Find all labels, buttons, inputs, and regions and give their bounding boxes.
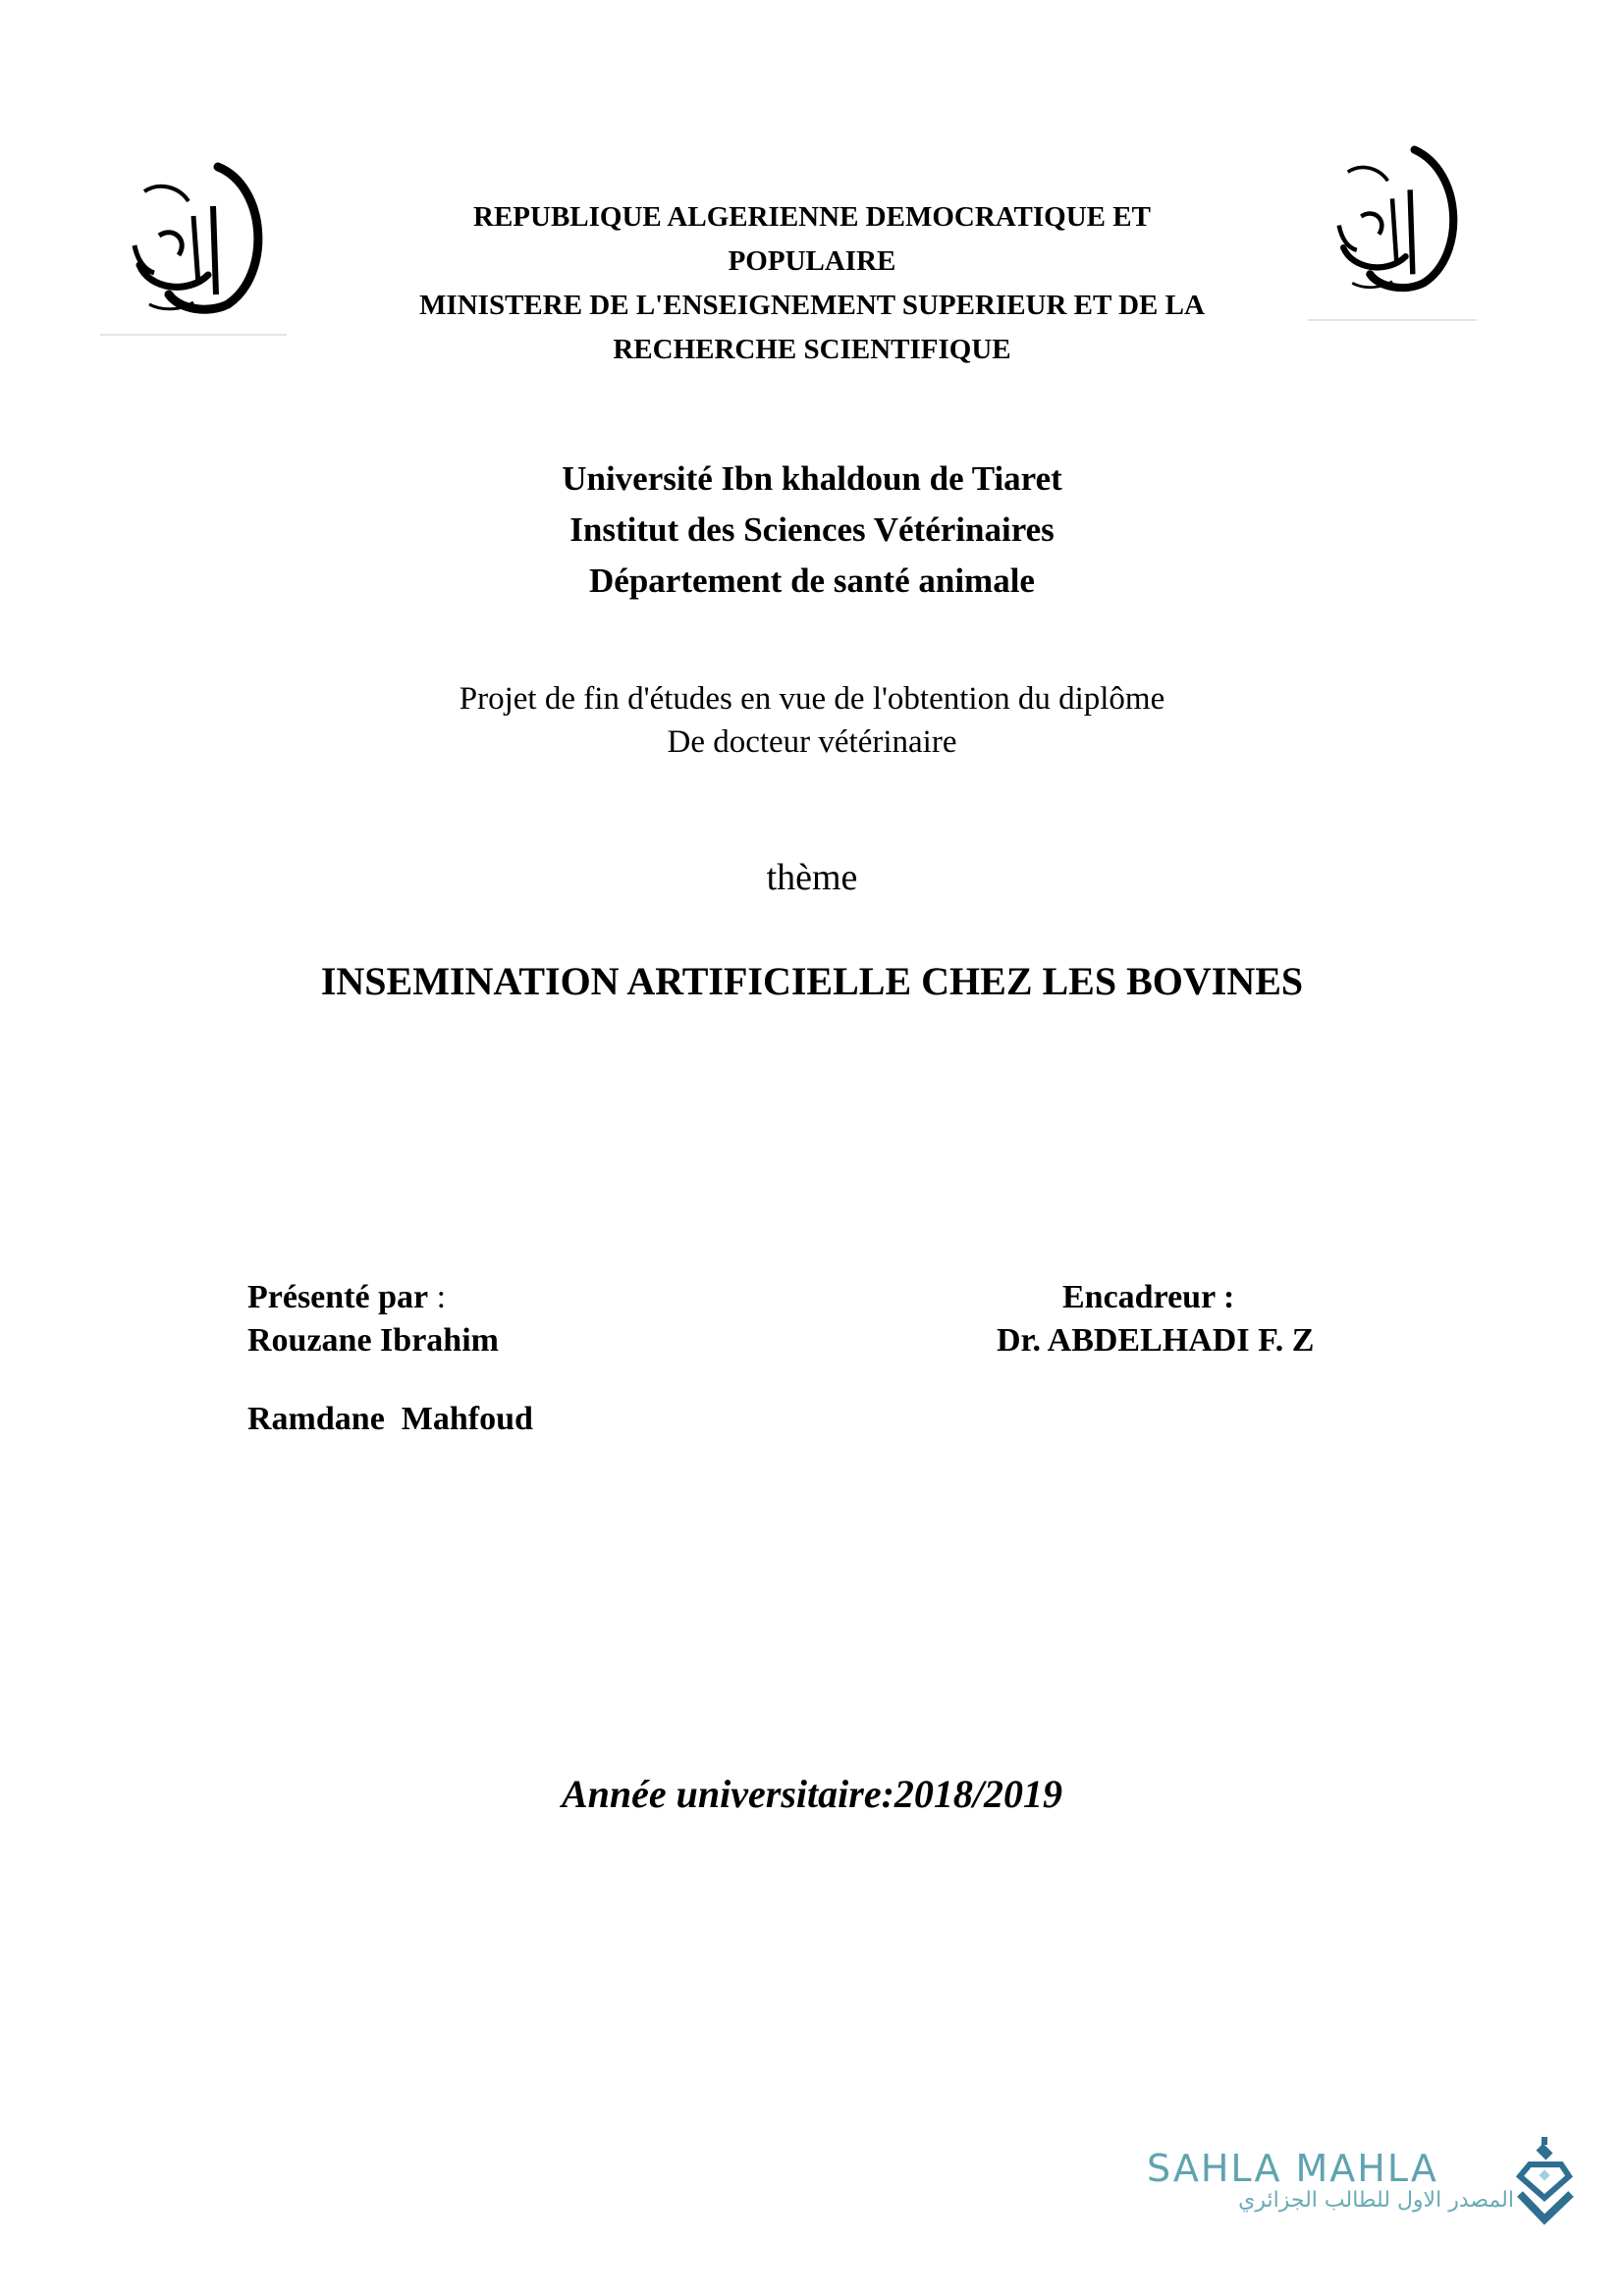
institution-block — [0, 454, 1624, 607]
sahla-mahla-watermark — [1139, 2145, 1591, 2223]
header-line-3: MINISTERE DE L'ENSEIGNEMENT SUPERIEUR ET DE LA — [419, 290, 1205, 321]
supervisor-name: Dr. ABDELHADI F. Z — [997, 1322, 1315, 1359]
watermark-subtitle: المصدر الاول للطالب الجزائري — [1238, 2188, 1514, 2213]
republic-header — [0, 195, 1624, 372]
department-name: Département de santé animale — [589, 561, 1035, 600]
university-name: Université Ibn khaldoun de Tiaret — [562, 459, 1062, 498]
sahla-mahla-logo-icon — [1512, 2137, 1581, 2225]
supervisor-label: Encadreur : — [1062, 1279, 1235, 1315]
theme-label: thème — [766, 857, 858, 898]
presented-by-label: Présenté par — [247, 1279, 429, 1315]
header-line-4: RECHERCHE SCIENTIFIQUE — [613, 334, 1011, 365]
presented-by-colon: : — [428, 1279, 447, 1315]
thesis-title: INSEMINATION ARTIFICIELLE CHEZ LES BOVINES — [320, 959, 1304, 1003]
student-name-1: Rouzane Ibrahim — [247, 1322, 499, 1359]
watermark-title: SAHLA MAHLA — [1147, 2147, 1438, 2190]
academic-year: Année universitaire:2018/2019 — [561, 1772, 1063, 1816]
presented-by-block — [247, 1276, 533, 1441]
header-line-2: POPULAIRE — [728, 245, 896, 277]
project-line-2: De docteur vétérinaire — [667, 724, 957, 760]
student-name-2: Ramdane Mahfoud — [247, 1401, 533, 1437]
project-description — [0, 677, 1624, 764]
header-line-1: REPUBLIQUE ALGERIENNE DEMOCRATIQUE ET — [473, 201, 1151, 233]
project-line-1: Projet de fin d'études en vue de l'obtention du diplôme — [459, 681, 1165, 717]
institute-name: Institut des Sciences Vétérinaires — [569, 510, 1055, 549]
